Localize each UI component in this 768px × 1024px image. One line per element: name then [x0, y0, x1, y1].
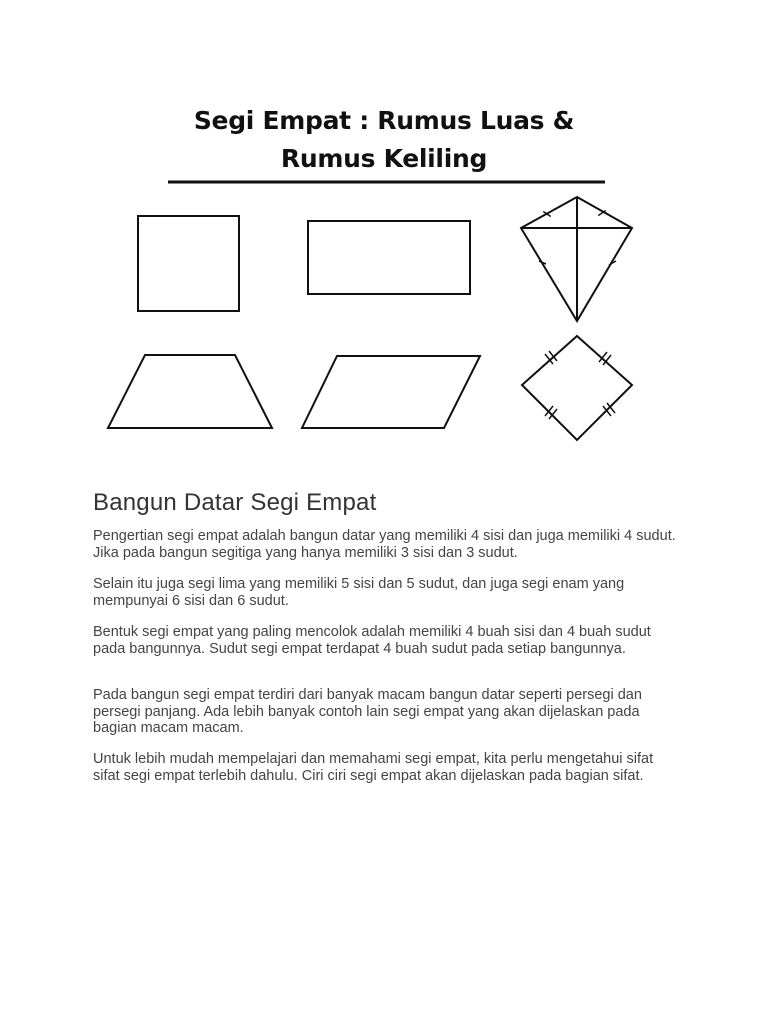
quadrilateral-figure [93, 88, 675, 458]
rhombus-shape [522, 336, 632, 440]
paragraph-properties: Untuk lebih mudah mempelajari dan memahami segi empat, kita perlu mengetahui sifat sifat segi empat terlebih dahulu. Ciri ciri segi empat akan dijelaskan pada bagian sifat. [93, 751, 654, 784]
article-heading: Bangun Datar Segi Empat [93, 489, 377, 516]
shapes-illustration [93, 88, 675, 458]
paragraph-definition: Pengertian segi empat adalah bangun datar yang memiliki 4 sisi dan juga memiliki 4 sudut. Jika pada bangun segitiga yang hanya memiliki 3 sisi dan 3 sudut. [93, 528, 676, 561]
rectangle-shape [308, 221, 470, 294]
paragraph-characteristics: Bentuk segi empat yang paling mencolok adalah memiliki 4 buah sisi dan 4 buah sudut pada bangunnya. Sudut segi empat terdapat 4 buah sudut pada setiap bangunnya. [93, 624, 651, 657]
trapezoid-shape [108, 355, 272, 428]
kite-shape [521, 197, 632, 321]
parallelogram-shape [302, 356, 480, 428]
square-shape [138, 216, 239, 311]
paragraph-other-polygons: Selain itu juga segi lima yang memiliki 5 sisi dan 5 sudut, dan juga segi enam yang mempunyai 6 sisi dan 6 sudut. [93, 576, 625, 609]
paragraph-types: Pada bangun segi empat terdiri dari banyak macam bangun datar seperti persegi dan persegi panjang. Ada lebih banyak contoh lain segi empat yang akan dijelaskan pada bagian macam macam. [93, 687, 642, 736]
figure-title-line-1: Segi Empat : Rumus Luas & [193, 106, 575, 135]
figure-title-line-2: Rumus Keliling [280, 144, 488, 173]
